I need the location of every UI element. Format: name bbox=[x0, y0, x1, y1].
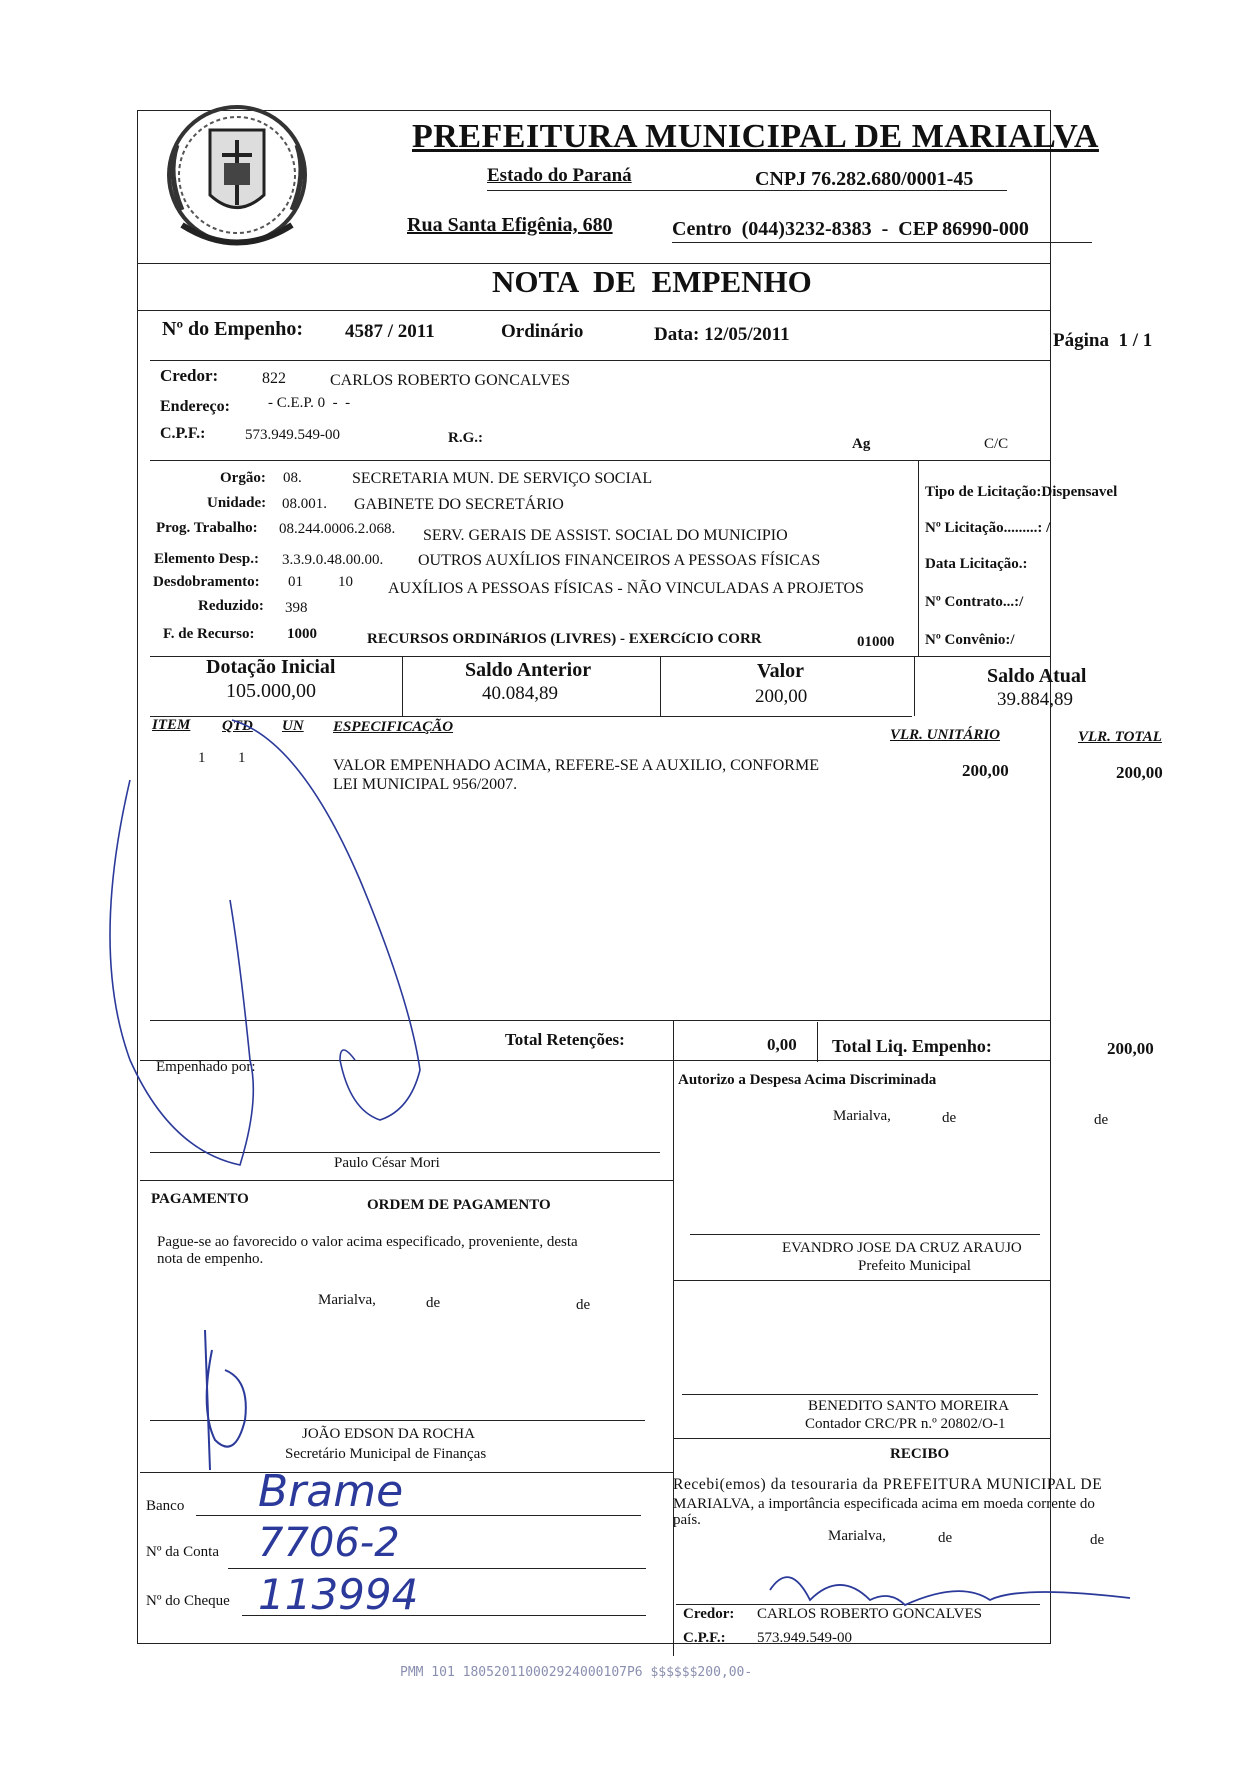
valor-value: 200,00 bbox=[755, 686, 808, 707]
licitacao-numero: Nº Licitação.........: / bbox=[925, 520, 1051, 536]
prog-label: Prog. Trabalho: bbox=[156, 520, 258, 536]
row-unit-value: 200,00 bbox=[962, 761, 1009, 780]
lower-section-divider bbox=[673, 1060, 674, 1656]
convenio-number: Nº Convênio:/ bbox=[925, 632, 1015, 648]
elemento-label: Elemento Desp.: bbox=[154, 551, 259, 567]
address-label: Endereço: bbox=[160, 398, 230, 415]
elemento-desc: OUTROS AUXÍLIOS FINANCEIROS A PESSOAS FÍSICAS bbox=[418, 552, 821, 569]
saldo-atual-value: 39.884,89 bbox=[997, 689, 1073, 710]
rg-label: R.G.: bbox=[448, 430, 483, 446]
street-address: Rua Santa Efigênia, 680 bbox=[407, 214, 613, 236]
pagamento-label: PAGAMENTO bbox=[151, 1191, 249, 1207]
autorizo-de2: de bbox=[1094, 1112, 1109, 1128]
recibo-text-line2: MARIALVA, a importância especificada acima em moeda corrente do bbox=[673, 1496, 1095, 1512]
recibo-top-divider bbox=[673, 1438, 1050, 1439]
prefeito-signature-line bbox=[690, 1234, 1040, 1235]
empenhado-name: Paulo César Mori bbox=[334, 1155, 440, 1171]
recibo-credor-name: CARLOS ROBERTO GONCALVES bbox=[757, 1606, 982, 1622]
valor-label: Valor bbox=[757, 660, 805, 682]
empenhado-label: Empenhado por: bbox=[156, 1059, 256, 1075]
retencoes-label: Total Retenções: bbox=[505, 1030, 625, 1049]
recibo-cpf-label: C.P.F.: bbox=[683, 1630, 726, 1646]
totals-divider-1 bbox=[673, 1020, 674, 1060]
empenho-date: Data: 12/05/2011 bbox=[654, 324, 790, 345]
banco-value: Brame bbox=[258, 1466, 404, 1517]
contador-role: Contador CRC/PR n.º 20802/O-1 bbox=[805, 1416, 1006, 1432]
ordem-pagamento-label: ORDEM DE PAGAMENTO bbox=[367, 1197, 551, 1213]
credor-cpf: 573.949.549-00 bbox=[245, 427, 340, 443]
recurso-code2: 01000 bbox=[857, 634, 895, 650]
recibo-de2: de bbox=[1090, 1532, 1105, 1548]
contrato-number: Nº Contrato...:/ bbox=[925, 594, 1024, 610]
address-details: Centro (044)3232-8383 - CEP 86990-000 bbox=[672, 218, 1029, 240]
cheque-value: 113994 bbox=[258, 1570, 419, 1619]
reduzido-label: Reduzido: bbox=[198, 598, 264, 614]
desdobramento-label: Desdobramento: bbox=[153, 574, 260, 590]
liquido-label: Total Liq. Empenho: bbox=[832, 1036, 992, 1056]
recibo-label: RECIBO bbox=[890, 1446, 950, 1462]
unidade-code: 08.001. bbox=[282, 496, 327, 512]
pagamento-city: Marialva, bbox=[318, 1292, 376, 1308]
municipality-title: PREFEITURA MUNICIPAL DE MARIALVA bbox=[412, 118, 1099, 155]
prog-desc: SERV. GERAIS DE ASSIST. SOCIAL DO MUNICIPIO bbox=[423, 527, 788, 544]
elemento-code: 3.3.9.0.48.00.00. bbox=[282, 552, 384, 568]
recibo-text-line1: Recebi(emos) da tesouraria da PREFEITURA MUNICIPAL DE bbox=[673, 1476, 1103, 1493]
prog-code: 08.244.0006.2.068. bbox=[279, 521, 396, 537]
prefeito-role: Prefeito Municipal bbox=[858, 1258, 971, 1274]
conta-line bbox=[228, 1568, 646, 1569]
orgao-desc: SECRETARIA MUN. DE SERVIÇO SOCIAL bbox=[352, 470, 653, 487]
empenho-divider bbox=[150, 360, 1050, 361]
desdobramento-code: 01 bbox=[288, 574, 303, 590]
saldo-anterior-label: Saldo Anterior bbox=[465, 659, 592, 681]
page-number: Página 1 / 1 bbox=[1053, 330, 1153, 351]
banco-top-divider bbox=[140, 1472, 673, 1473]
cheque-label: Nº do Cheque bbox=[146, 1593, 230, 1609]
cc-label: C/C bbox=[984, 436, 1009, 452]
ag-label: Ag bbox=[852, 436, 871, 452]
secretario-name: JOÃO EDSON DA ROCHA bbox=[302, 1426, 475, 1442]
conta-value: 7706-2 bbox=[258, 1520, 400, 1566]
row-spec-line1: VALOR EMPENHADO ACIMA, REFERE-SE A AUXILIO, CONFORME bbox=[333, 757, 819, 774]
empenhado-signature-line bbox=[150, 1152, 660, 1153]
orgao-code: 08. bbox=[283, 470, 302, 486]
banco-label: Banco bbox=[146, 1498, 185, 1514]
licitacao-tipo: Tipo de Licitação:Dispensavel bbox=[925, 484, 1118, 500]
credor-signature-line bbox=[676, 1604, 1040, 1605]
recibo-cpf: 573.949.549-00 bbox=[757, 1630, 852, 1646]
pagamento-de1: de bbox=[426, 1295, 441, 1311]
title-divider bbox=[137, 310, 1050, 311]
totals-top-divider bbox=[150, 1020, 1050, 1021]
autorizo-city: Marialva, bbox=[833, 1108, 891, 1124]
col-unit-value: VLR. UNITÁRIO bbox=[890, 727, 1001, 743]
saldo-anterior-value: 40.084,89 bbox=[482, 683, 558, 704]
totals-bottom-divider bbox=[140, 1060, 1050, 1061]
col-un: UN bbox=[282, 718, 304, 734]
col-item: ITEM bbox=[152, 717, 191, 733]
desdobramento-desc: AUXÍLIOS A PESSOAS FÍSICAS - NÃO VINCULADAS A PROJETOS bbox=[388, 580, 864, 597]
credor-address: - C.E.P. 0 - - bbox=[268, 395, 351, 411]
row-total-value: 200,00 bbox=[1116, 763, 1163, 782]
col-total-value: VLR. TOTAL bbox=[1078, 729, 1162, 745]
dotacao-label: Dotação Inicial bbox=[206, 656, 336, 678]
conta-label: Nº da Conta bbox=[146, 1544, 219, 1560]
cpf-label: C.P.F.: bbox=[160, 425, 206, 442]
recurso-code: 1000 bbox=[287, 626, 317, 642]
credor-divider bbox=[150, 460, 1050, 461]
prefeito-name: EVANDRO JOSE DA CRUZ ARAUJO bbox=[782, 1240, 1022, 1256]
pagamento-de2: de bbox=[576, 1297, 591, 1313]
autorizo-de1: de bbox=[942, 1110, 957, 1126]
recurso-label: F. de Recurso: bbox=[163, 626, 255, 642]
saldo-atual-label: Saldo Atual bbox=[987, 665, 1087, 687]
values-divider-2 bbox=[660, 656, 661, 716]
retencoes-value: 0,00 bbox=[767, 1035, 797, 1054]
footer-code: PMM 101 180520110002924000107P6 $$$$$$200,00- bbox=[400, 1665, 753, 1680]
row-spec-line2: LEI MUNICIPAL 956/2007. bbox=[333, 776, 518, 793]
liquido-value: 200,00 bbox=[1107, 1039, 1154, 1058]
state-label: Estado do Paraná bbox=[487, 165, 632, 186]
seal-icon bbox=[152, 85, 322, 255]
licitacao-data: Data Licitação.: bbox=[925, 556, 1028, 572]
desdobramento-code2: 10 bbox=[338, 574, 353, 590]
values-bottom-divider bbox=[150, 716, 912, 717]
recibo-city: Marialva, bbox=[828, 1528, 886, 1544]
document-title: NOTA DE EMPENHO bbox=[492, 264, 812, 299]
recibo-text-line3: país. bbox=[673, 1512, 701, 1528]
credor-name: CARLOS ROBERTO GONCALVES bbox=[330, 372, 570, 389]
credor-code: 822 bbox=[262, 370, 286, 387]
orgao-label: Orgão: bbox=[220, 470, 266, 486]
values-divider-1 bbox=[402, 656, 403, 716]
empenho-number: 4587 / 2011 bbox=[345, 321, 435, 342]
empenho-number-label: Nº do Empenho: bbox=[162, 318, 304, 340]
pagamento-text-line1: Pague-se ao favorecido o valor acima especificado, proveniente, desta bbox=[157, 1234, 578, 1250]
unidade-desc: GABINETE DO SECRETÁRIO bbox=[354, 496, 564, 513]
recibo-credor-label: Credor: bbox=[683, 1606, 735, 1622]
secretario-signature-line bbox=[150, 1420, 645, 1421]
licitacao-divider bbox=[918, 460, 919, 656]
contador-name: BENEDITO SANTO MOREIRA bbox=[808, 1398, 1010, 1414]
autorizo-label: Autorizo a Despesa Acima Discriminada bbox=[678, 1072, 937, 1088]
empenho-type: Ordinário bbox=[501, 321, 584, 342]
col-qtd: QTD bbox=[222, 718, 253, 734]
row-qtd: 1 bbox=[238, 750, 246, 766]
address-underline bbox=[672, 242, 1092, 243]
cnpj-underline bbox=[487, 190, 1007, 191]
unidade-label: Unidade: bbox=[207, 495, 267, 511]
totals-divider-2 bbox=[817, 1022, 818, 1062]
contador-signature-line bbox=[682, 1394, 1038, 1395]
recibo-de1: de bbox=[938, 1530, 953, 1546]
col-spec: ESPECIFICAÇÃO bbox=[333, 719, 454, 735]
secretario-role: Secretário Municipal de Finanças bbox=[285, 1446, 487, 1462]
pagamento-text-line2: nota de empenho. bbox=[157, 1251, 264, 1267]
municipal-seal bbox=[152, 85, 322, 255]
recurso-desc: RECURSOS ORDINáRIOS (LIVRES) - EXERCíCIO CORR bbox=[367, 631, 762, 647]
contador-top-divider bbox=[673, 1280, 1050, 1281]
credor-label: Credor: bbox=[160, 366, 219, 385]
dotacao-value: 105.000,00 bbox=[226, 680, 316, 702]
values-divider-3 bbox=[914, 656, 915, 716]
cnpj-label: CNPJ 76.282.680/0001-45 bbox=[755, 168, 974, 190]
row-item: 1 bbox=[198, 750, 206, 766]
reduzido-code: 398 bbox=[285, 600, 308, 616]
pagamento-top-divider bbox=[140, 1180, 673, 1181]
